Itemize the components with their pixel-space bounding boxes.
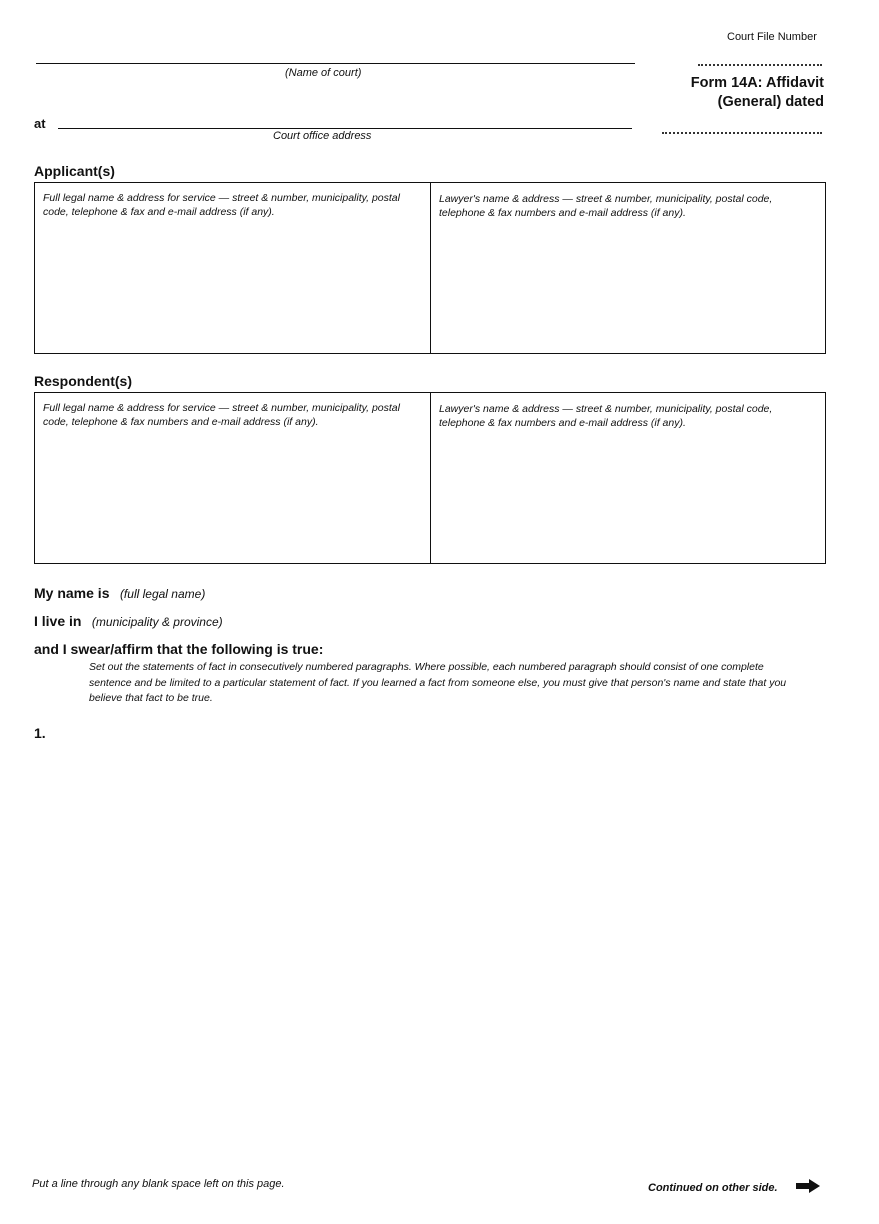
applicants-box bbox=[34, 182, 826, 354]
respondents-divider bbox=[430, 393, 431, 563]
court-office-address-label: Court office address bbox=[273, 130, 372, 142]
respondent-address-field[interactable]: Full legal name & address for service — street & number, municipality, postal code, telephone & fax numbers and e-mail address (if any). bbox=[43, 402, 400, 428]
court-office-address-line[interactable] bbox=[58, 128, 632, 129]
applicants-heading: Applicant(s) bbox=[34, 163, 115, 179]
paragraph-number: 1. bbox=[34, 725, 46, 741]
court-file-number-field[interactable] bbox=[698, 64, 822, 66]
applicant-lawyer-field[interactable]: Lawyer's name & address — street & number, municipality, postal code, telephone & fax numbers and e-mail address (if any). bbox=[439, 193, 773, 219]
form-title-line2: (General) dated bbox=[717, 94, 824, 110]
swear-affirm-label: and I swear/affirm that the following is true: bbox=[34, 641, 324, 657]
arrow-right-icon bbox=[796, 1179, 820, 1198]
name-of-court-line[interactable] bbox=[36, 63, 635, 64]
statement-body-field[interactable] bbox=[60, 722, 826, 1162]
my-name-row[interactable] bbox=[34, 585, 205, 603]
name-of-court-label: (Name of court) bbox=[285, 67, 362, 79]
statement-instructions: Set out the statements of fact in consecutively numbered paragraphs. Where possible, each numbered paragraph should consist of one complete sentence and be limited to a particular statement of fact. If you learned a fact from someone else, you must give that person's name and state that you believe that fact to be true. bbox=[89, 661, 787, 704]
court-file-number-label: Court File Number bbox=[727, 31, 817, 43]
respondent-lawyer-field[interactable]: Lawyer's name & address — street & number, municipality, postal code, telephone & fax numbers and e-mail address (if any). bbox=[439, 403, 773, 429]
applicant-address-field[interactable]: Full legal name & address for service — street & number, municipality, postal code, telephone & fax and e-mail address (if any). bbox=[43, 192, 400, 218]
form-title-line1: Form 14A: Affidavit bbox=[690, 75, 824, 91]
form-date-field[interactable] bbox=[662, 132, 822, 134]
at-label: at bbox=[34, 116, 46, 131]
blank-space-note: Put a line through any blank space left on this page. bbox=[32, 1178, 285, 1190]
my-name-hint: (full legal name) bbox=[119, 587, 206, 601]
i-live-label: I live in bbox=[34, 613, 82, 629]
my-name-label: My name is bbox=[34, 585, 110, 601]
respondents-box bbox=[34, 392, 826, 564]
i-live-hint: (municipality & province) bbox=[91, 615, 223, 629]
i-live-row[interactable] bbox=[34, 613, 223, 631]
continued-note: Continued on other side. bbox=[648, 1182, 778, 1194]
applicants-divider bbox=[430, 183, 431, 353]
respondents-heading: Respondent(s) bbox=[34, 373, 132, 389]
